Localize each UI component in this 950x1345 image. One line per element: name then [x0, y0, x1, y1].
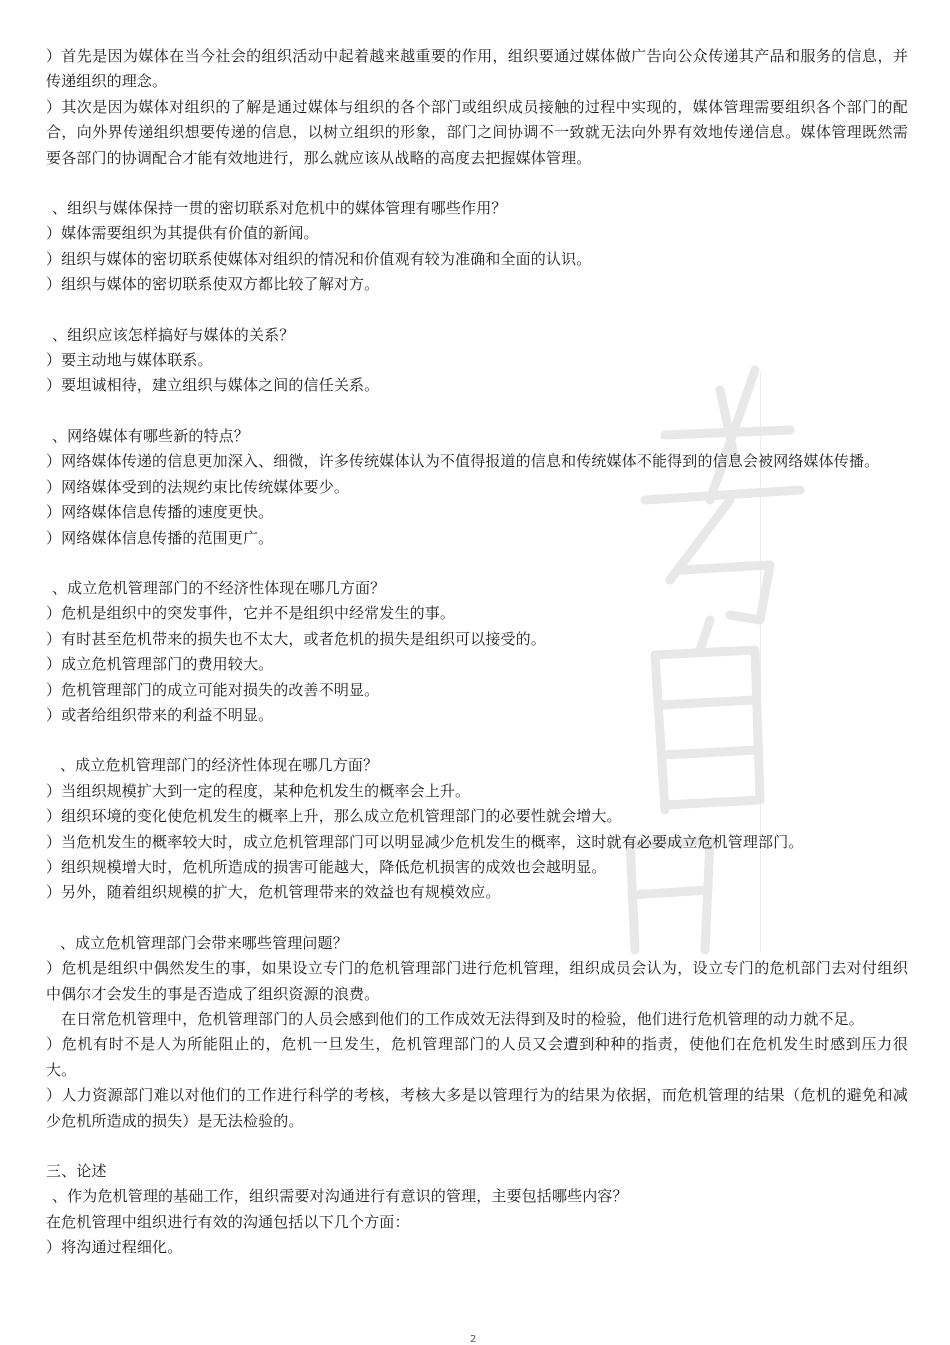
- paragraph-gap: [46, 1134, 908, 1159]
- question-heading: 、网络媒体有哪些新的特点？: [52, 426, 249, 445]
- answer-item: ）当危机发生的概率较大时，成立危机管理部门可以明显减少危机发生的概率，这时就有必要成立危机管理部门。: [46, 832, 804, 851]
- answer-item: ）首先是因为媒体在当今社会的组织活动中起着越来越重要的作用，组织要通过媒体做广告向公众传递其产品和服务的信息，并传递组织的理念。: [46, 47, 908, 91]
- answer-item: ）组织环境的变化使危机发生的概率上升，那么成立危机管理部门的必要性就会增大。: [46, 807, 622, 826]
- answer-item: ）危机是组织中的突发事件，它并不是组织中经常发生的事。: [46, 604, 456, 623]
- answer-item: ）组织与媒体的密切联系使双方都比较了解对方。: [46, 275, 380, 294]
- question-heading: 、成立危机管理部门会带来哪些管理问题？: [60, 933, 348, 952]
- paragraph-gap: [46, 298, 908, 323]
- question-heading: 、组织与媒体保持一贯的密切联系对危机中的媒体管理有哪些作用？: [52, 199, 507, 218]
- paragraph-gap: [46, 906, 908, 931]
- answer-item: ）有时甚至危机带来的损失也不太大，或者危机的损失是组织可以接受的。: [46, 629, 546, 648]
- answer-item: ）网络媒体传递的信息更加深入、细微，许多传统媒体认为不值得报道的信息和传统媒体不能得到的信息会被网络媒体传播。: [46, 452, 880, 471]
- answer-item: ）组织与媒体的密切联系使媒体对组织的情况和价值观有较为准确和全面的认识。: [46, 249, 592, 268]
- answer-item: ）其次是因为媒体对组织的了解是通过媒体与组织的各个部门或组织成员接触的过程中实现的，媒体管理需要组织各个部门的配合，向外界传递组织想要传递的信息，以树立组织的形象，部门之间协调不一致就无法向外界有效地传递信息。媒体管理既然需要各部门的协调配合才能有效地进行，那么就应该从战略的高度去把握媒体管理。: [46, 97, 908, 167]
- answer-item: ）当组织规模扩大到一定的程度，某种危机发生的概率会上升。: [46, 781, 471, 800]
- page-number: 2: [470, 1334, 477, 1345]
- document-body: [46, 44, 908, 1261]
- answer-item: ）另外，随着组织规模的扩大，危机管理带来的效益也有规模效应。: [46, 883, 501, 902]
- answer-item: ）将沟通过程细化。: [46, 1238, 183, 1257]
- answer-item: ）网络媒体信息传播的速度更快。: [46, 503, 274, 522]
- paragraph-gap: [46, 728, 908, 753]
- body-paragraph: 在日常危机管理中，危机管理部门的人员会感到他们的工作成效无法得到及时的检验，他们进行危机管理的动力就不足。: [61, 1010, 864, 1028]
- question-heading: 、成立危机管理部门的不经济性体现在哪几方面？: [52, 578, 386, 597]
- question-heading: 、作为危机管理的基础工作，组织需要对沟通进行有意识的管理，主要包括哪些内容？: [52, 1187, 628, 1206]
- answer-item: ）媒体需要组织为其提供有价值的新闻。: [46, 224, 319, 243]
- question-heading: 、组织应该怎样搞好与媒体的关系？: [52, 325, 295, 344]
- answer-item: ）组织规模增大时，危机所造成的损害可能越大，降低危机损害的成效也会越明显。: [46, 857, 607, 876]
- answer-item: ）网络媒体受到的法规约束比传统媒体要少。: [46, 477, 350, 496]
- answer-item: ）危机管理部门的成立可能对损失的改善不明显。: [46, 680, 380, 699]
- answer-item: ）或者给组织带来的利益不明显。: [46, 705, 274, 724]
- paragraph-gap: [46, 399, 908, 424]
- answer-item: ）成立危机管理部门的费用较大。: [46, 655, 274, 674]
- body-paragraph: 在危机管理中组织进行有效的沟通包括以下几个方面：: [46, 1212, 410, 1231]
- answer-item: ）网络媒体信息传播的范围更广。: [46, 528, 274, 547]
- answer-item: ）要主动地与媒体联系。: [46, 351, 213, 370]
- section-heading: 三、论述: [46, 1162, 107, 1181]
- answer-item: ）人力资源部门难以对他们的工作进行科学的考核，考核大多是以管理行为的结果为依据，而危机管理的结果（危机的避免和减少危机所造成的损失）是无法检验的。: [46, 1086, 908, 1130]
- question-heading: 、成立危机管理部门的经济性体现在哪几方面？: [60, 756, 379, 775]
- paragraph-gap: [46, 171, 908, 196]
- answer-item: ）危机是组织中偶然发生的事，如果设立专门的危机管理部门进行危机管理，组织成员会认为，设立专门的危机部门去对付组织中偶尔才会发生的事是否造成了组织资源的浪费。: [46, 959, 908, 1003]
- answer-item: ）危机有时不是人为所能阻止的，危机一旦发生，危机管理部门的人员又会遭到种种的指责，使他们在危机发生时感到压力很大。: [46, 1035, 908, 1079]
- answer-item: ）要坦诚相待，建立组织与媒体之间的信任关系。: [46, 376, 380, 395]
- paragraph-gap: [46, 551, 908, 576]
